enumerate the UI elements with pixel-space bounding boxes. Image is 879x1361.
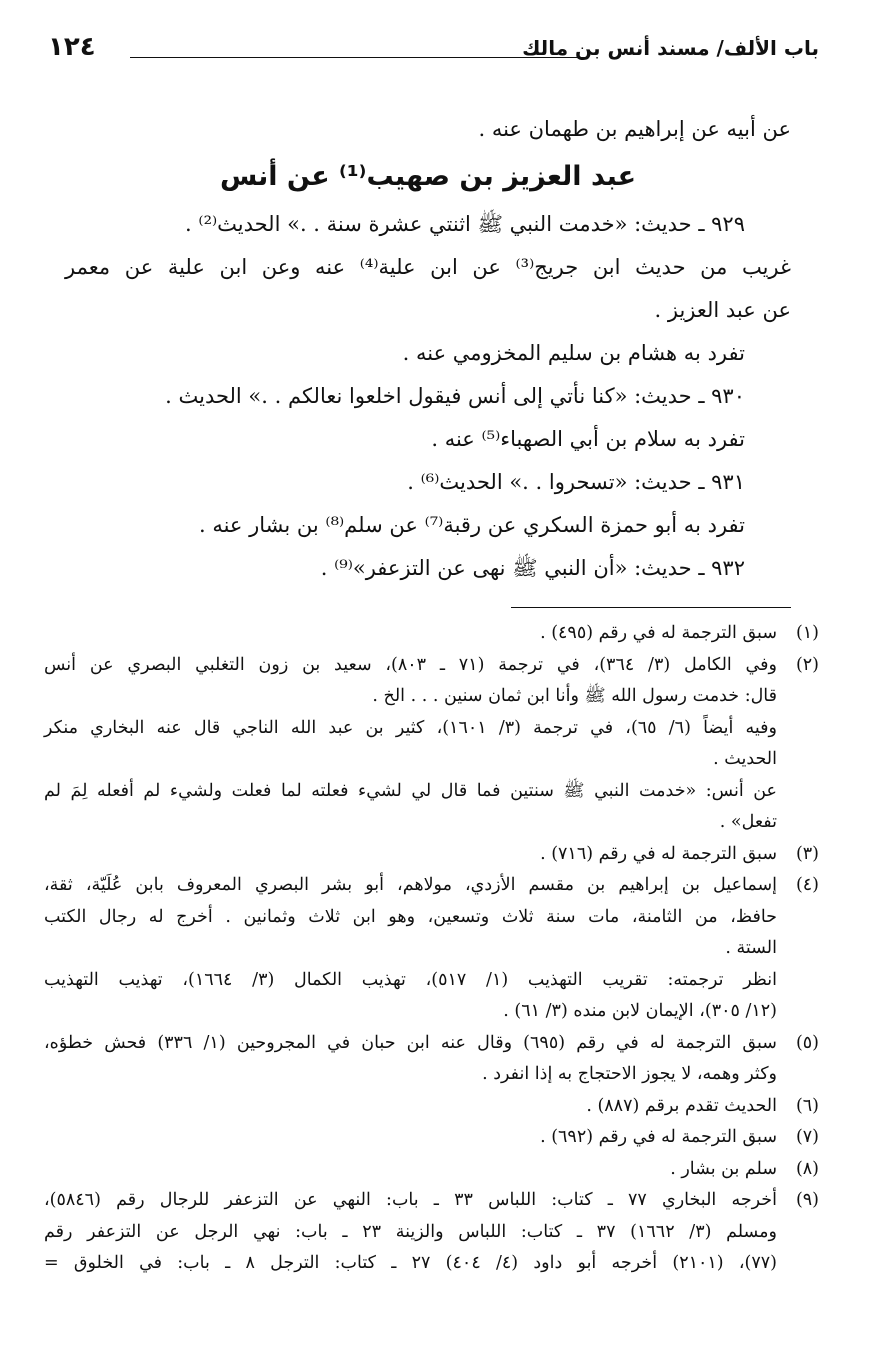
- footnote-2: [44, 650, 819, 839]
- page-number: ١٢٤: [48, 32, 96, 62]
- footnote-line: ومسلم (٣/ ١٦٦٢) ٣٧ ـ كتاب: اللباس والزينة ٢٣ ـ باب: نهي الرجل عن التزعفر رقم: [44, 1221, 777, 1242]
- footnote-number: (٤): [795, 875, 819, 895]
- footnote-line: سبق الترجمة له في رقم (٦٩٢) .: [540, 1127, 777, 1147]
- running-header: [48, 34, 819, 68]
- text-line: غريب من حديث ابن جريج⁽³⁾ عن ابن علية⁽⁴⁾ عنه وعن ابن علية عن معمر: [65, 255, 792, 279]
- footnote-number: (٦): [795, 1095, 819, 1116]
- footnote-line: (١٢/ ٣٠٥)، الإيمان لابن منده (٣/ ٦١) .: [503, 1001, 777, 1021]
- footnote-line: حافظ، من الثامنة، مات سنة ثلاث وتسعين، وهو ابن ثلاث وثمانين . أخرج له رجال الكتب: [44, 906, 777, 927]
- footnote-6: [44, 1091, 819, 1123]
- footnote-line: وكثر وهمه، لا يجوز الاحتجاج به إذا انفرد .: [482, 1064, 777, 1084]
- footnote-number: (٧): [795, 1127, 819, 1147]
- text-line: تفرد به أبو حمزة السكري عن رقبة⁽⁷⁾ عن سلم⁽⁸⁾ بن بشار عنه .: [198, 513, 745, 537]
- footnote-line: قال: خدمت رسول الله ﷺ وأنا ابن ثمان سنين . . . الخ .: [372, 686, 777, 706]
- section-title: عبد العزيز بن صهيب⁽¹⁾ عن أنس: [219, 161, 637, 192]
- footnote-5: [44, 1028, 819, 1091]
- footnotes: [44, 618, 819, 1280]
- footnote-line: الحديث .: [713, 749, 777, 769]
- footnote-line: سبق الترجمة له في رقم (٦٩٥) وقال عنه ابن حبان في المجروحين (١/ ٣٣٦) فحش خطؤه،: [44, 1032, 777, 1053]
- footnote-1: [44, 618, 819, 650]
- main-text: [65, 108, 791, 590]
- hadith-930-line: ٩٣٠ ـ حديث: «كنا نأتي إلى أنس فيقول اخلعوا نعالكم . .» الحديث .: [165, 384, 745, 408]
- footnote-9: [44, 1185, 819, 1280]
- footnote-line: الحديث تقدم برقم (٨٨٧) .: [586, 1095, 777, 1116]
- footnote-number: (٣): [795, 843, 819, 864]
- footnote-line: عن أنس: «خدمت النبي ﷺ سنتين فما قال لي لشيء فعلته لما فعلت ولشيء لم أفعله لِمَ لم: [44, 780, 777, 801]
- footnote-number: (٩): [795, 1190, 819, 1210]
- footnote-line: سبق الترجمة له في رقم (٧١٦) .: [540, 843, 777, 864]
- footnote-4: [44, 870, 819, 1028]
- footnote-line: إسماعيل بن إبراهيم بن مقسم الأزدي، مولاهم، أبو بشر البصري المعروف بابن عُلَيّة، ثقة،: [44, 875, 777, 895]
- footnote-7: [44, 1122, 819, 1154]
- footnote-number: (٥): [795, 1032, 819, 1053]
- intro-line: عن أبيه عن إبراهيم بن طهمان عنه .: [478, 117, 791, 141]
- footnote-separator: [511, 607, 791, 608]
- hadith-931-line: ٩٣١ ـ حديث: «تسحروا . .» الحديث⁽⁶⁾ .: [407, 470, 745, 494]
- hadith-929-line: ٩٢٩ ـ حديث: «خدمت النبي ﷺ اثنتي عشرة سنة . .» الحديث⁽²⁾ .: [185, 212, 745, 236]
- footnote-line: انظر ترجمته: تقريب التهذيب (١/ ٥١٧)، تهذيب الكمال (٣/ ١٦٦٤)، تهذيب التهذيب: [44, 969, 777, 990]
- footnote-3: [44, 839, 819, 871]
- text-line: تفرد به هشام بن سليم المخزومي عنه .: [402, 341, 745, 365]
- footnote-line: وفي الكامل (٣/ ٣٦٤)، في ترجمة (٧١ ـ ٨٠٣)، سعيد بن زون التغلبي البصري عن أنس: [44, 654, 777, 675]
- header-rule: [130, 57, 587, 58]
- footnote-line: وفيه أيضاً (٦/ ٦٥)، في ترجمة (٣/ ١٦٠١)، كثير بن عبد الله الناجي قال عنه البخاري منكر: [44, 717, 777, 738]
- header-title: باب الألف/ مسند أنس بن مالك: [522, 36, 819, 60]
- footnote-line: سلم بن بشار .: [670, 1158, 777, 1179]
- footnote-line: الستة .: [725, 938, 777, 958]
- footnote-line: (٧٧)، (٢١٠١) أخرجه أبو داود (٤/ ٤٠٤) ٢٧ ـ كتاب: الترجل ٨ ـ باب: في الخلوق =: [44, 1253, 777, 1273]
- footnote-number: (٨): [795, 1158, 819, 1179]
- footnote-8: [44, 1154, 819, 1186]
- footnote-number: (٢): [795, 654, 819, 675]
- text-line: عن عبد العزيز .: [654, 298, 791, 322]
- footnote-line: أخرجه البخاري ٧٧ ـ كتاب: اللباس ٣٣ ـ باب: النهي عن التزعفر للرجال رقم (٥٨٤٦)،: [44, 1190, 777, 1210]
- hadith-932-line: ٩٣٢ ـ حديث: «أن النبي ﷺ نهى عن التزعفر»⁽⁹⁾ .: [320, 556, 745, 580]
- footnote-line: سبق الترجمة له في رقم (٤٩٥) .: [540, 623, 777, 643]
- text-line: تفرد به سلام بن أبي الصهباء⁽⁵⁾ عنه .: [431, 427, 745, 451]
- footnote-number: (١): [795, 623, 819, 643]
- footnote-line: تفعل» .: [719, 812, 777, 832]
